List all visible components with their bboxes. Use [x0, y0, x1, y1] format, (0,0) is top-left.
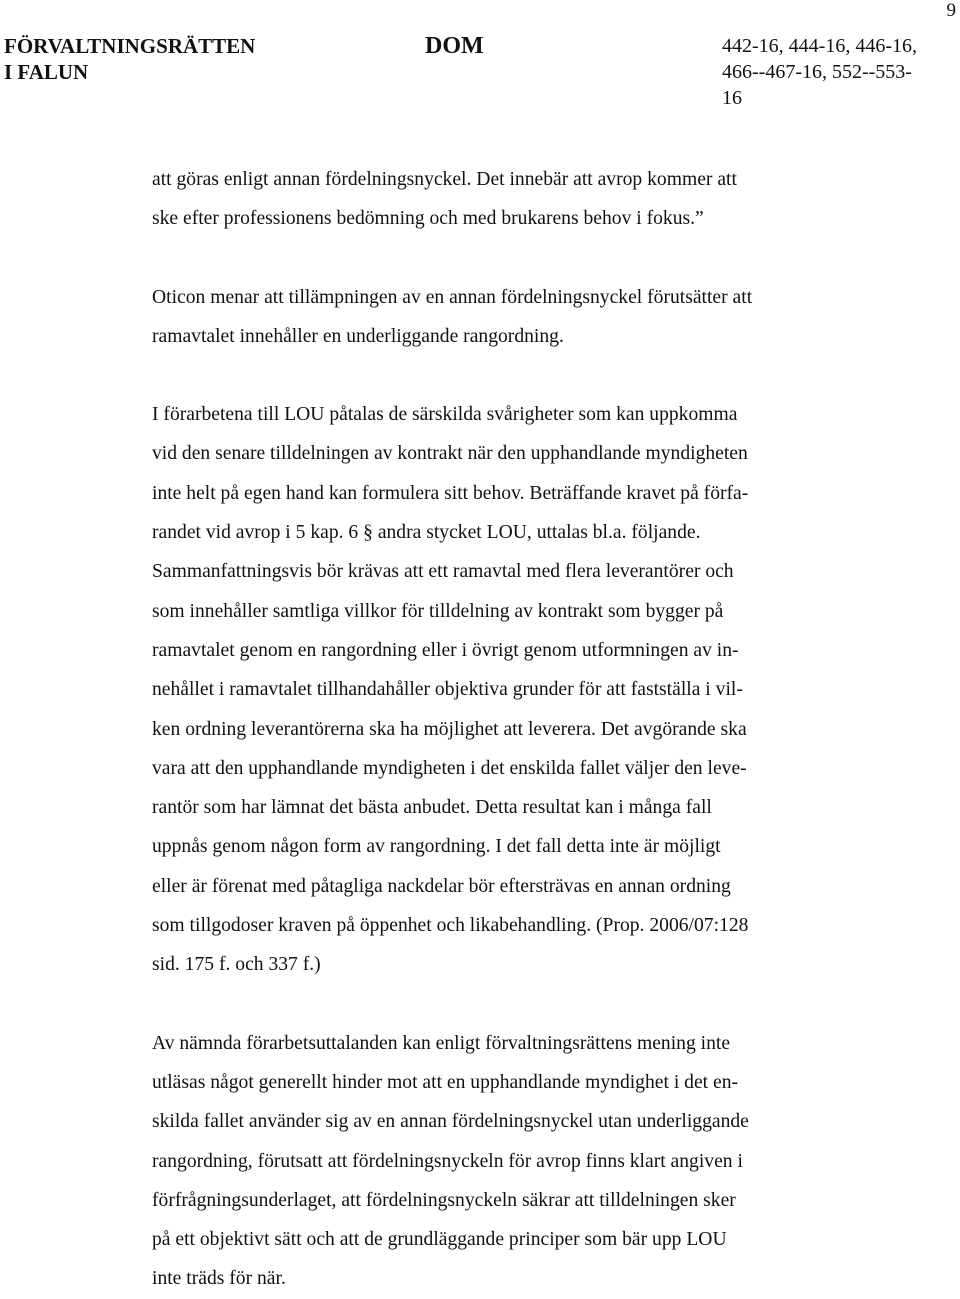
document-type: DOM [425, 33, 484, 59]
paragraph-1: att göras enligt annan fördelningsnyckel. Det innebär att avrop kommer att ske efter professionens bedömning och med brukarens behov i fokus.” [152, 169, 737, 230]
court-name: FÖRVALTNINGSRÄTTEN I FALUN [4, 34, 256, 84]
case-numbers: 442-16, 444-16, 446-16, 466--467-16, 552--553-16 [722, 35, 917, 109]
paragraph-3: I förarbetena till LOU påtalas de särskilda svårigheter som kan uppkomma vid den senare tilldelningen av kontrakt när den upphandlande myndigheten inte helt på egen hand kan formulera sitt behov. Beträffande kravet på förfa- randet vid avrop i 5 kap. 6 § andra stycket LOU, uttalas bl.a. följande. Sammanfattningsvis bör krävas att ett ramavtal med flera leverantörer och som innehåller samtliga villkor för tilldelning av kontrakt som bygger på ramavtalet genom en rangordning eller i övrigt genom utformningen av in- nehållet i ramavtalet tillhandahåller objektiva grunder för att fastställa i vil- ken ordning leverantörerna ska ha möjlighet att leverera. Det avgörande ska vara att den upphandlande myndigheten i det enskilda fallet väljer den leve- rantör som har lämnat det bästa anbudet. Detta resultat kan i många fall uppnås genom någon form av rangordning. I det fall detta inte är möjligt eller är förenat med påtagliga nackdelar bör eftersträvas en annan ordning som tillgodoser kraven på öppenhet och likabehandling. (Prop. 2006/07:128 sid. 175 f. och 337 f.) [152, 404, 749, 976]
page-number: 9 [946, 0, 956, 21]
paragraph-2: Oticon menar att tillämpningen av en annan fördelningsnyckel förutsätter att ramavtalet innehåller en underliggande rangordning. [152, 286, 753, 347]
document-body [152, 160, 852, 1299]
paragraph-4: Av nämnda förarbetsuttalanden kan enligt förvaltningsrättens mening inte utläsas något generellt hinder mot att en upphandlande myndighet i det en- skilda fallet använder sig av en annan fördelningsnyckel utan underliggande rangordning, förutsatt att fördelningsnyckeln för avrop finns klart angiven i förfrågningsunderlaget, att fördelningsnyckeln säkrar att tilldelningen sker på ett objektivt sätt och att de grundläggande principer som bär upp LOU inte träds för när. [152, 1032, 749, 1290]
